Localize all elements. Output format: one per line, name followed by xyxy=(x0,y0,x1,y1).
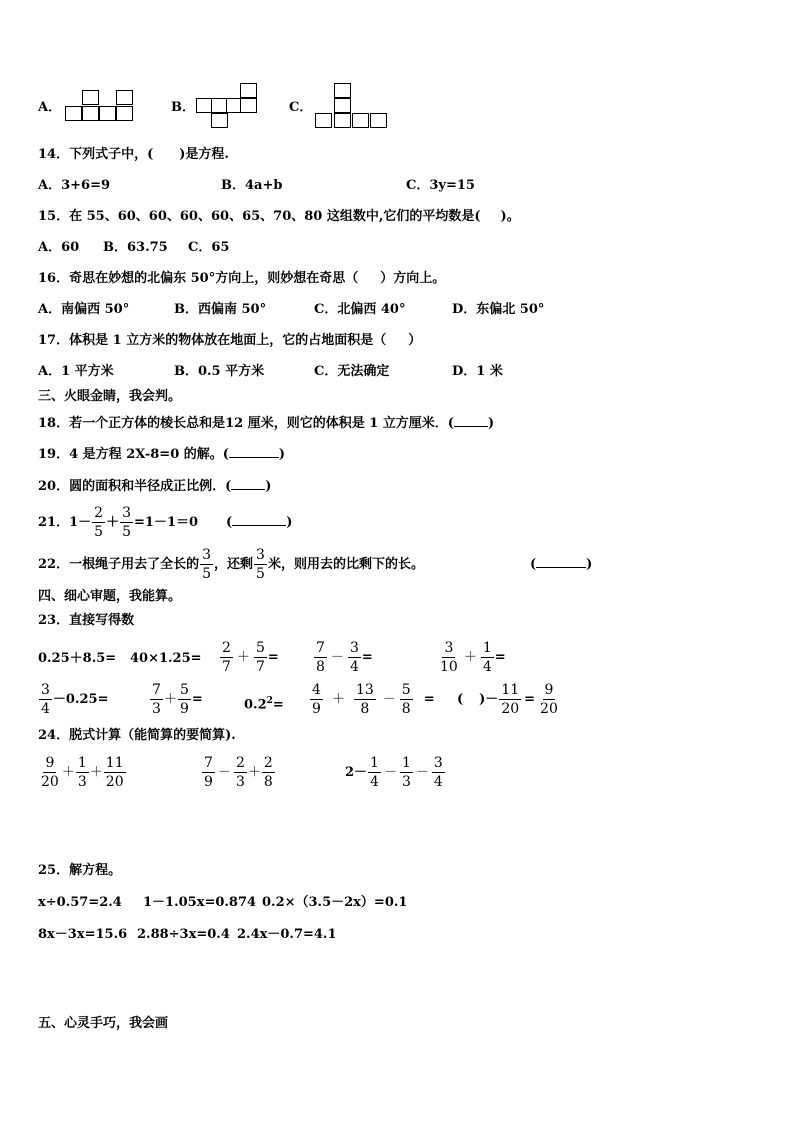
q17-option-c: C．无法确定 xyxy=(314,364,390,379)
q22: 22．一根绳子用去了全长的 $\frac{3}{5}$ ，还剩 $\frac{3}{5}$ 米，则用去的比剩下的长。 xyxy=(38,547,424,582)
net-option-b-figure xyxy=(196,83,258,131)
q25-eq-2: 1－1.05x=0.874 xyxy=(143,895,257,910)
q25-eq-3: 0.2×（3.5－2x）=0.1 xyxy=(262,895,408,910)
q16-stem: 16．奇思在妙想的北偏东 50°方向上，则妙想在奇思（ ）方向上。 xyxy=(38,271,446,286)
q18: 18．若一个正方体的棱长总和是12 厘米，则它的体积是 1 立方厘米．( ) xyxy=(38,416,495,431)
q14-option-c: C．3y=15 xyxy=(406,178,475,193)
q25-eq-4: 8x－3x=15.6 xyxy=(38,927,128,942)
q23-expr-4: $\frac{7}{8}$ － $\frac{3}{4}$ = xyxy=(316,640,373,675)
q22-fraction-1: $\frac{3}{5}$ xyxy=(202,547,212,582)
q23-expr-9: $\frac{4}{9}$ ＋ $\frac{13}{8}$ － $\frac{5}{8}$ = xyxy=(312,682,435,717)
q23-expr-1: 0.25＋8.5= xyxy=(38,651,117,666)
q23-expr-3: $\frac{2}{7}$ ＋ $\frac{5}{7}$ = xyxy=(222,640,279,675)
q14-option-a: A．3+6=9 xyxy=(38,178,111,193)
net-option-a-label: A． xyxy=(38,100,62,115)
net-option-c-figure xyxy=(315,83,390,129)
q23-title: 23．直接写得数 xyxy=(38,613,135,628)
q23-expr-5: $\frac{3}{10}$ ＋ $\frac{1}{4}$ = xyxy=(440,640,506,675)
net-option-c-label: C． xyxy=(289,100,313,115)
q16-option-b: B．西偏南 50° xyxy=(174,302,267,317)
q15-option-c: C．65 xyxy=(188,240,230,255)
q21-answer-blank[interactable] xyxy=(232,525,286,526)
q25-eq-6: 2.4x－0.7=4.1 xyxy=(237,927,337,942)
q14-option-b: B．4a+b xyxy=(221,178,283,193)
q20: 20．圆的面积和半径成正比例．( ) xyxy=(38,479,272,494)
q14-stem: 14．下列式子中，( )是方程. xyxy=(38,147,229,162)
q18-answer-blank[interactable] xyxy=(454,426,488,427)
q16-option-d: D．东偏北 50° xyxy=(452,302,545,317)
q24-title: 24．脱式计算（能简算的要简算). xyxy=(38,728,236,743)
q23-expr-8: $0.2^2=$ xyxy=(244,696,284,713)
q22-answer: ( ) xyxy=(530,557,593,572)
q23-expr-10: ( )－ $\frac{11}{20}$ = $\frac{9}{20}$ xyxy=(457,682,558,717)
section-3-heading: 三、火眼金睛，我会判。 xyxy=(38,389,182,404)
q15-option-b: B．63.75 xyxy=(103,240,168,255)
q23-expr-7: $\frac{7}{3}$ ＋ $\frac{5}{9}$ = xyxy=(152,682,203,717)
q17-stem: 17．体积是 1 立方米的物体放在地面上，它的占地面积是（ ） xyxy=(38,333,422,348)
net-option-b-label: B． xyxy=(171,100,195,115)
q15-stem: 15．在 55、60、60、60、60、65、70、80 这组数中,它们的平均数是( )。 xyxy=(38,209,520,224)
q15-option-a: A．60 xyxy=(38,240,80,255)
q24-expr-2: $\frac{7}{9}$ － $\frac{2}{3}$ ＋ $\frac{2}{8}$ xyxy=(204,755,273,790)
q17-option-b: B．0.5 平方米 xyxy=(174,364,265,379)
q25-eq-1: x÷0.57=2.4 xyxy=(38,895,122,910)
q16-option-a: A．南偏西 50° xyxy=(38,302,130,317)
q24-expr-1: $\frac{9}{20}$ ＋ $\frac{1}{3}$ ＋ $\frac{11}{20}$ xyxy=(41,755,124,790)
q19-answer-blank[interactable] xyxy=(229,457,279,458)
q21-fraction-1: $\frac{2}{5}$ xyxy=(94,505,104,540)
q22-fraction-2: $\frac{3}{5}$ xyxy=(256,547,265,582)
q25-title: 25．解方程。 xyxy=(38,863,122,878)
q17-option-a: A．1 平方米 xyxy=(38,364,114,379)
net-option-a-figure xyxy=(65,90,137,124)
q21-fraction-2: $\frac{3}{5}$ xyxy=(122,505,131,540)
q21: 21．1－ $\frac{2}{5}$ ＋ $\frac{3}{5}$ =1－1＝0 ( ) xyxy=(38,505,293,540)
q17-option-d: D．1 米 xyxy=(452,364,503,379)
q22-answer-blank[interactable] xyxy=(536,567,586,568)
section-5-heading: 五、心灵手巧，我会画 xyxy=(38,1016,169,1031)
q24-expr-3: 2－ $\frac{1}{4}$ － $\frac{1}{3}$ － $\frac{3}{4}$ xyxy=(345,755,443,790)
q23-expr-2: 40×1.25= xyxy=(130,651,202,666)
q16-option-c: C．北偏西 40° xyxy=(314,302,406,317)
q19: 19．4 是方程 2X-8=0 的解。( ) xyxy=(38,447,286,462)
q23-expr-6: $\frac{3}{4}$ －0.25= xyxy=(41,682,109,717)
q25-eq-5: 2.88÷3x=0.4 xyxy=(137,927,230,942)
section-4-heading: 四、细心审题，我能算。 xyxy=(38,589,182,604)
q20-answer-blank[interactable] xyxy=(231,489,265,490)
